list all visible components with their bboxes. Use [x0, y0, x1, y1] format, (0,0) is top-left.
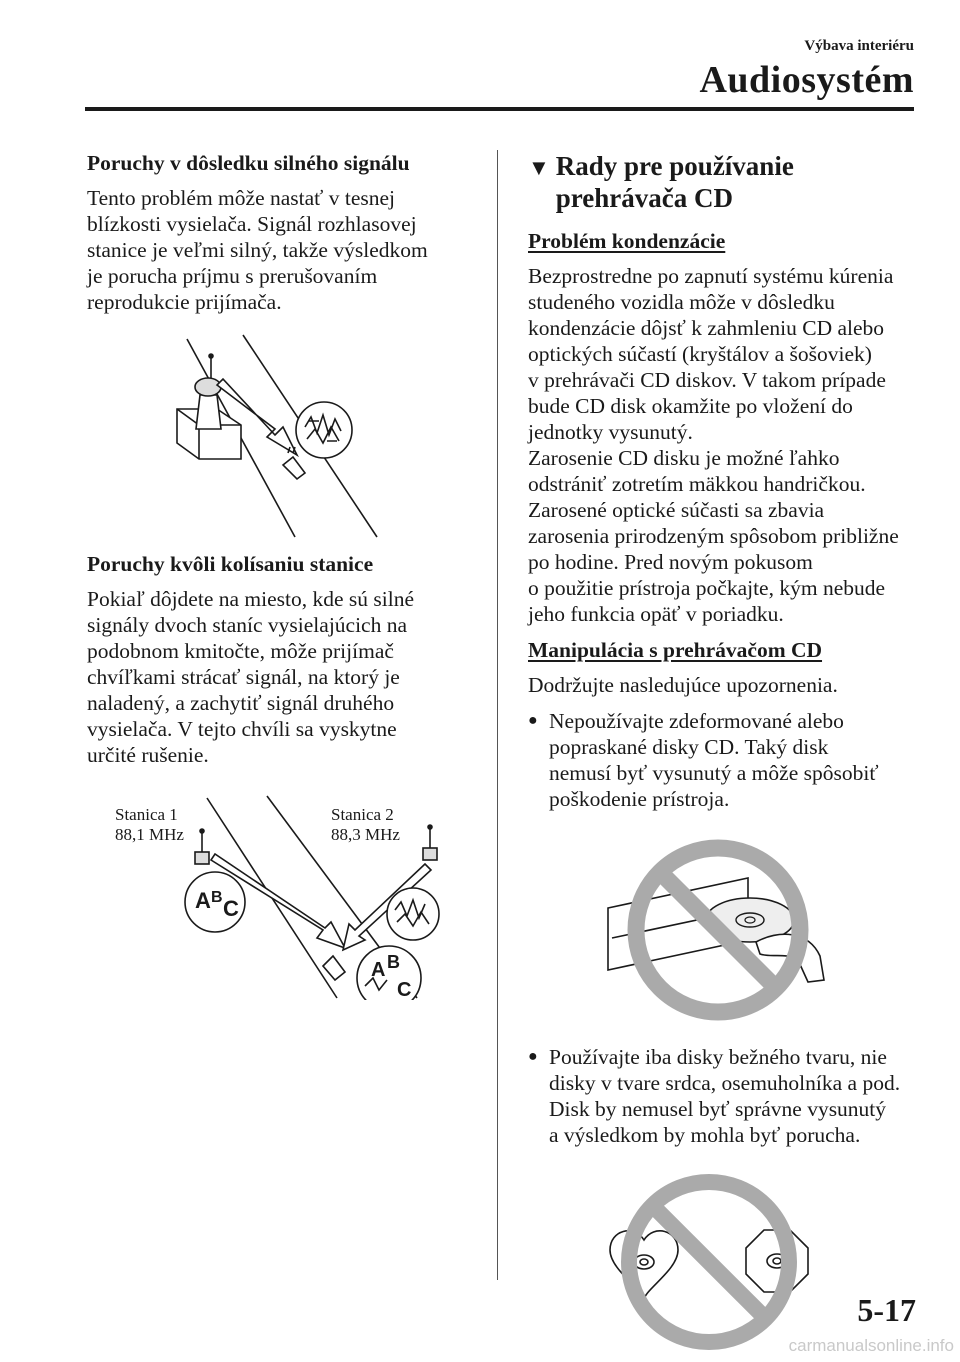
column-divider	[497, 150, 498, 1280]
bullet-icon: ●	[528, 1048, 538, 1065]
station1-name: Stanica 1	[115, 805, 178, 824]
condensation-text: Bezprostredne po zapnutí systému kúrenia studeného vozidla môže v dôsledku kondenzácie dôjsť k zahmleniu CD alebo optických súčastí (kryštálov a šošoviek) v prehrávači CD diskov. V takom prípade bude CD disk okamžite po vložení do jednotky vysunutý. Zarosenie CD disku je možné ľahko odstrániť zotretím mäkkou handričkou. Zarosené optické súčasti sa zbavia zarosenia prirodzeným spôsobom približne po hodine. Pred novým pokusom o použitie prístroja počkajte, kým nebude jeho funkcia opäť v poriadku.	[528, 264, 899, 626]
page-number: 5-17	[857, 1292, 916, 1328]
watermark: carmanualsonline.info	[788, 1336, 954, 1355]
bullet-icon: ●	[528, 712, 538, 729]
strong-signal-heading: Poruchy v dôsledku silného signálu	[87, 151, 410, 175]
station2-name: Stanica 2	[331, 805, 394, 824]
left-column	[87, 150, 467, 1000]
svg-text:B: B	[211, 889, 223, 906]
svg-text:C: C	[223, 896, 239, 921]
right-column	[528, 150, 920, 1354]
handling-heading: Manipulácia s prehrávačom CD	[528, 638, 823, 662]
no-deformed-disc-illustration	[528, 830, 920, 1030]
station-interference-illustration	[87, 790, 467, 1000]
fluctuation-heading: Poruchy kvôli kolísaniu stanice	[87, 552, 374, 576]
condensation-heading: Problém kondenzácie	[528, 229, 726, 253]
list-item: ● Nepoužívajte zdeformované alebo popraskané disky CD. Taký disk nemusí byť vysunutý a môže spôsobiť poškodenie prístroja.	[528, 709, 879, 811]
handling-intro: Dodržujte nasledujúce upozornenia.	[528, 673, 838, 697]
svg-text:B: B	[387, 952, 400, 972]
strong-signal-text: Tento problém môže nastať v tesnej blízkosti vysielača. Signál rozhlasovej stanice je veľmi silný, takže výsledkom je porucha príjmu s prerušovaním reprodukcie prijímača.	[87, 186, 428, 314]
header-rule	[85, 107, 914, 111]
strong-signal-illustration	[87, 329, 467, 539]
svg-text:A: A	[195, 888, 211, 913]
svg-text:C: C	[397, 979, 412, 1000]
station2-freq: 88,3 MHz	[331, 825, 400, 844]
header-title: Audiosystém	[699, 59, 914, 101]
list-item: ● Používajte iba disky bežného tvaru, nie disky v tvare srdca, osemuholníka a pod. Disk by nemusel byť správne vysunutý a výsledkom by mohla byť porucha.	[528, 1045, 901, 1147]
svg-text:A: A	[371, 959, 386, 981]
triangle-icon: ▼	[528, 155, 550, 180]
cd-tips-heading: ▼ Rady pre používanie prehrávača CD	[528, 151, 794, 213]
fluctuation-text: Pokiaľ dôjdete na miesto, kde sú silné signály dvoch staníc vysielajúcich na podobnom kmitočte, môže prijímač chvíľkami strácať signál, na ktorý je naladený, a zachytiť signál druhého vysielača. V tejto chvíli sa vyskytne určité rušenie.	[87, 587, 415, 767]
station1-freq: 88,1 MHz	[115, 825, 184, 844]
header-section: Výbava interiéru	[804, 38, 914, 54]
